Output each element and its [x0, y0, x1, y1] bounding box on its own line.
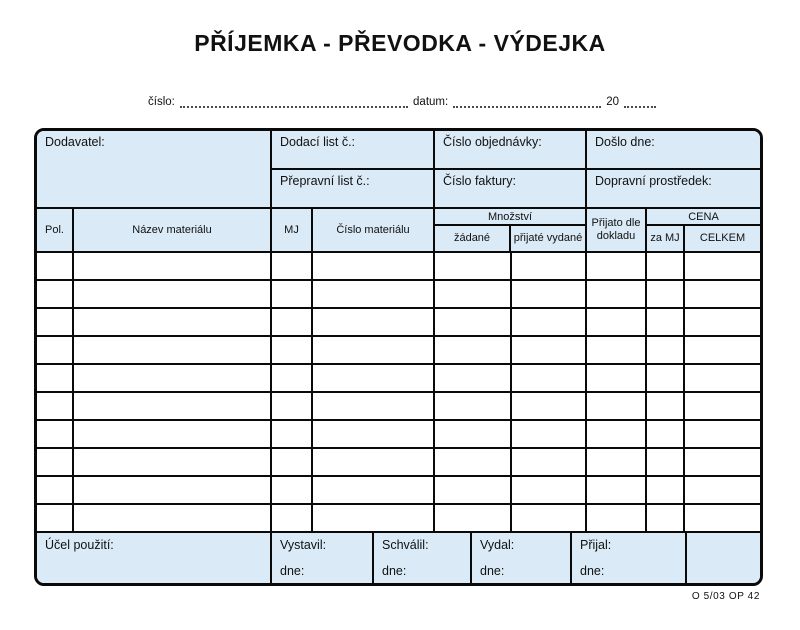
table-row: [37, 281, 760, 309]
cell-prijato-dle-dokladu: [587, 477, 647, 503]
prijal-dne-label: dne:: [580, 564, 605, 578]
schvalil-label: Schválil:: [382, 538, 429, 552]
cell-celkem: [685, 505, 760, 531]
cell-zadane: [435, 421, 512, 447]
cell-nazev-materialu: [74, 337, 272, 363]
cell-za-mj: [647, 365, 685, 391]
cell-mj: [272, 505, 313, 531]
page-title: PŘÍJEMKA - PŘEVODKA - VÝDEJKA: [194, 30, 606, 56]
cell-nazev-materialu: [74, 281, 272, 307]
footer-empty-cell: [687, 533, 760, 583]
cell-pol: [37, 505, 74, 531]
cell-prijato-dle-dokladu: [587, 253, 647, 279]
cell-nazev-materialu: [74, 365, 272, 391]
header-group-mnozstvi: [435, 209, 587, 251]
cell-zadane: [435, 505, 512, 531]
cell-celkem: [685, 309, 760, 335]
prepravni-list-label: Přepravní list č.:: [280, 174, 370, 188]
year-dotted-line: [624, 97, 656, 108]
header-pol: Pol.: [37, 209, 74, 251]
cell-cislo-materialu: [313, 309, 435, 335]
cell-za-mj: [647, 449, 685, 475]
header-celkem: CELKEM: [699, 232, 746, 245]
cell-prijate-vydane: [512, 449, 587, 475]
cell-cislo-materialu: [313, 337, 435, 363]
cell-za-mj: [647, 309, 685, 335]
cena-subcells: [647, 226, 760, 251]
number-date-line: [148, 92, 656, 108]
cell-cislo-materialu: [313, 477, 435, 503]
table-body: [37, 253, 760, 533]
mnozstvi-subcells: [435, 226, 585, 251]
cell-prijate-vydane: [512, 337, 587, 363]
cell-zadane: [435, 253, 512, 279]
cell-pol: [37, 337, 74, 363]
header-prijato-dle-dokladu: Přijato dle dokladu: [587, 209, 647, 251]
cell-pol: [37, 309, 74, 335]
info-column-lists: [272, 131, 435, 207]
cell-mj: [272, 477, 313, 503]
info-column-numbers: [435, 131, 587, 207]
cell-nazev-materialu: [74, 421, 272, 447]
cell-mj: [272, 253, 313, 279]
cell-za-mj: [647, 505, 685, 531]
cell-prijate-vydane: [512, 253, 587, 279]
vydal-dne-label: dne:: [480, 564, 505, 578]
cislo-faktury-cell: [435, 170, 587, 207]
cell-cislo-materialu: [313, 281, 435, 307]
table-row: [37, 449, 760, 477]
cell-mj: [272, 365, 313, 391]
datum-dotted-line: [453, 97, 601, 108]
header-mj: MJ: [272, 209, 313, 251]
cell-prijate-vydane: [512, 505, 587, 531]
cell-zadane: [435, 449, 512, 475]
table-row: [37, 309, 760, 337]
cell-prijato-dle-dokladu: [587, 421, 647, 447]
cell-pol: [37, 365, 74, 391]
cell-pol: [37, 253, 74, 279]
cell-za-mj: [647, 337, 685, 363]
ucel-pouziti-label: Účel použití:: [45, 538, 114, 552]
table-row: [37, 477, 760, 505]
cell-celkem: [685, 477, 760, 503]
cell-mj: [272, 309, 313, 335]
cell-pol: [37, 393, 74, 419]
vydal-cell: [472, 533, 572, 583]
cell-prijato-dle-dokladu: [587, 505, 647, 531]
vystavil-dne-label: dne:: [280, 564, 305, 578]
cell-za-mj: [647, 253, 685, 279]
cislo-objednavky-label: Číslo objednávky:: [443, 135, 542, 149]
table-row: [37, 421, 760, 449]
doslo-dne-label: Došlo dne:: [595, 135, 655, 149]
cell-za-mj: [647, 477, 685, 503]
cell-nazev-materialu: [74, 449, 272, 475]
header-group-cena: [647, 209, 760, 251]
table-row: [37, 505, 760, 533]
cell-prijate-vydane: [512, 365, 587, 391]
cislo-label: číslo:: [148, 96, 175, 108]
cislo-faktury-label: Číslo faktury:: [443, 174, 516, 188]
cell-zadane: [435, 309, 512, 335]
cell-celkem: [685, 365, 760, 391]
year-prefix: 20: [606, 96, 619, 108]
table-row: [37, 253, 760, 281]
cell-pol: [37, 281, 74, 307]
cell-nazev-materialu: [74, 253, 272, 279]
header-za-mj: za MJ: [647, 226, 685, 251]
header-cislo-materialu: Číslo materiálu: [313, 209, 435, 251]
cell-zadane: [435, 365, 512, 391]
cell-nazev-materialu: [74, 393, 272, 419]
table-row: [37, 337, 760, 365]
dodavatel-cell: [37, 131, 272, 207]
cell-cislo-materialu: [313, 505, 435, 531]
cell-nazev-materialu: [74, 477, 272, 503]
cell-mj: [272, 337, 313, 363]
cell-celkem: [685, 281, 760, 307]
prepravni-list-cell: [272, 170, 435, 207]
cell-prijate-vydane: [512, 477, 587, 503]
dodaci-list-cell: [272, 131, 435, 170]
cell-cislo-materialu: [313, 365, 435, 391]
table-row: [37, 393, 760, 421]
cell-celkem: [685, 393, 760, 419]
cell-celkem: [685, 421, 760, 447]
schvalil-dne-label: dne:: [382, 564, 407, 578]
cell-cislo-materialu: [313, 421, 435, 447]
cell-celkem: [685, 449, 760, 475]
cell-prijato-dle-dokladu: [587, 309, 647, 335]
dodaci-list-label: Dodací list č.:: [280, 135, 356, 149]
dodavatel-label: Dodavatel:: [45, 135, 105, 149]
cell-za-mj: [647, 421, 685, 447]
cell-zadane: [435, 393, 512, 419]
table-header: [37, 209, 760, 253]
doslo-dne-cell: [587, 131, 760, 170]
cell-pol: [37, 421, 74, 447]
cell-prijate-vydane: [512, 281, 587, 307]
cell-mj: [272, 393, 313, 419]
cell-zadane: [435, 281, 512, 307]
cell-prijate-vydane: [512, 393, 587, 419]
header-nazev-materialu: Název materiálu: [74, 209, 272, 251]
prijal-cell: [572, 533, 687, 583]
cell-cislo-materialu: [313, 449, 435, 475]
ucel-pouziti-cell: [37, 533, 272, 583]
cell-prijato-dle-dokladu: [587, 337, 647, 363]
vystavil-label: Vystavil:: [280, 538, 327, 552]
cell-nazev-materialu: [74, 309, 272, 335]
header-zadane: žádané: [435, 226, 511, 251]
vystavil-cell: [272, 533, 374, 583]
dopravni-prostredek-cell: [587, 170, 760, 207]
mnozstvi-group-label: Množství: [435, 209, 585, 226]
cell-nazev-materialu: [74, 505, 272, 531]
cena-group-label: CENA: [647, 209, 760, 226]
form-code: O 5/03 OP 42: [691, 591, 760, 602]
cell-mj: [272, 281, 313, 307]
cell-cislo-materialu: [313, 253, 435, 279]
cell-prijato-dle-dokladu: [587, 449, 647, 475]
datum-label: datum:: [413, 96, 449, 108]
vydal-label: Vydal:: [480, 538, 515, 552]
cell-cislo-materialu: [313, 393, 435, 419]
cell-celkem: [685, 337, 760, 363]
info-column-arrival: [587, 131, 760, 207]
cell-za-mj: [647, 281, 685, 307]
header-prijate-vydane: přijaté vydané: [513, 232, 583, 245]
table-row: [37, 365, 760, 393]
cell-za-mj: [647, 393, 685, 419]
info-section: [37, 131, 760, 209]
form-box: [34, 128, 763, 586]
footer-section: [37, 533, 760, 583]
cell-celkem: [685, 253, 760, 279]
cell-prijato-dle-dokladu: [587, 281, 647, 307]
cislo-objednavky-cell: [435, 131, 587, 170]
schvalil-cell: [374, 533, 472, 583]
cell-pol: [37, 449, 74, 475]
cell-mj: [272, 449, 313, 475]
prijal-label: Přijal:: [580, 538, 612, 552]
cell-zadane: [435, 477, 512, 503]
dopravni-prostredek-label: Dopravní prostředek:: [595, 174, 712, 188]
cell-prijato-dle-dokladu: [587, 365, 647, 391]
cell-zadane: [435, 337, 512, 363]
cislo-dotted-line: [180, 97, 408, 108]
cell-pol: [37, 477, 74, 503]
cell-prijate-vydane: [512, 309, 587, 335]
cell-prijate-vydane: [512, 421, 587, 447]
cell-mj: [272, 421, 313, 447]
cell-prijato-dle-dokladu: [587, 393, 647, 419]
